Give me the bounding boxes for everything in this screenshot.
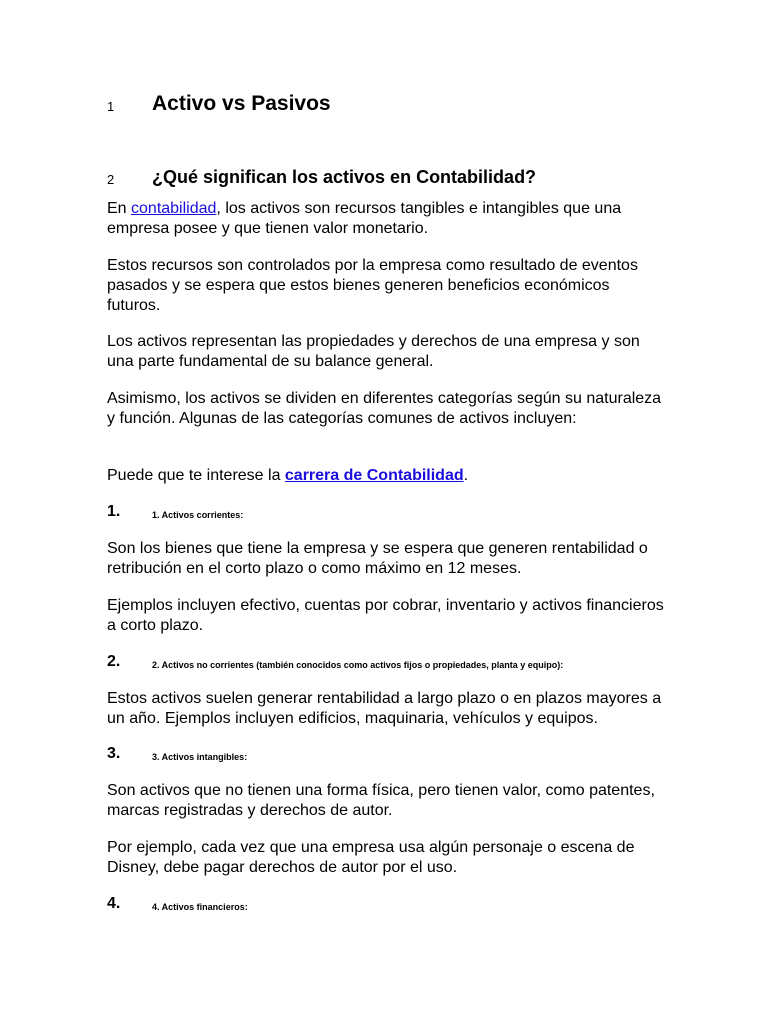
paragraph-career [107, 466, 667, 486]
paragraph-intro [107, 199, 667, 239]
paragraph-resources: Estos recursos son controlados por la empresa como resultado de eventos pasados y se espera que estos bienes generen beneficios económicos futuros. [107, 257, 638, 314]
list-item-3-number: 3. [107, 745, 121, 762]
paragraph-intro-suffix: , los activos son recursos tangibles e intangibles que una empresa posee y que tienen valor monetario. [107, 200, 622, 237]
list-item-2-number: 2. [107, 653, 121, 670]
paragraph-career-suffix: . [463, 467, 469, 484]
heading-2-number: 2 [107, 172, 115, 187]
contabilidad-link[interactable]: contabilidad [131, 200, 217, 217]
paragraph-current-examples: Ejemplos incluyen efectivo, cuentas por cobrar, inventario y activos financieros a corto plazo. [107, 597, 664, 634]
list-item-1-number: 1. [107, 503, 121, 520]
paragraph-properties: Los activos representan las propiedades y derechos de una empresa y son una parte fundamental de su balance general. [107, 333, 640, 370]
heading-2-title: ¿Qué significan los activos en Contabilidad? [152, 167, 537, 187]
heading-1-number: 1 [107, 99, 115, 114]
list-item-4-label: 4. Activos financieros: [152, 902, 248, 912]
list-item-1-label: 1. Activos corrientes: [152, 510, 244, 520]
list-item-2-label: 2. Activos no corrientes (también conocidos como activos fijos o propiedades, planta y equipo): [152, 660, 564, 670]
list-item-3-label: 3. Activos intangibles: [152, 752, 248, 762]
carrera-contabilidad-link[interactable]: carrera de Contabilidad [284, 467, 464, 484]
heading-1-title: Activo vs Pasivos [152, 92, 331, 115]
paragraph-noncurrent-assets: Estos activos suelen generar rentabilidad a largo plazo o en plazos mayores a un año. Ejemplos incluyen edificios, maquinaria, vehículos y equipos. [107, 690, 662, 727]
paragraph-disney-example: Por ejemplo, cada vez que una empresa usa algún personaje o escena de Disney, debe pagar derechos de autor por el uso. [107, 839, 635, 876]
list-item-4-number: 4. [107, 895, 121, 912]
paragraph-current-assets: Son los bienes que tiene la empresa y se espera que generen rentabilidad o retribución en el corto plazo o como máximo en 12 meses. [107, 540, 648, 577]
paragraph-intangible-assets: Son activos que no tienen una forma física, pero tienen valor, como patentes, marcas registradas y derechos de autor. [107, 782, 655, 819]
paragraph-categories: Asimismo, los activos se dividen en diferentes categorías según su naturaleza y función. Algunas de las categorías comunes de activos incluyen: [107, 390, 662, 427]
paragraph-career-prefix: Puede que te interese la [107, 467, 285, 484]
paragraph-intro-prefix: En [107, 200, 132, 217]
